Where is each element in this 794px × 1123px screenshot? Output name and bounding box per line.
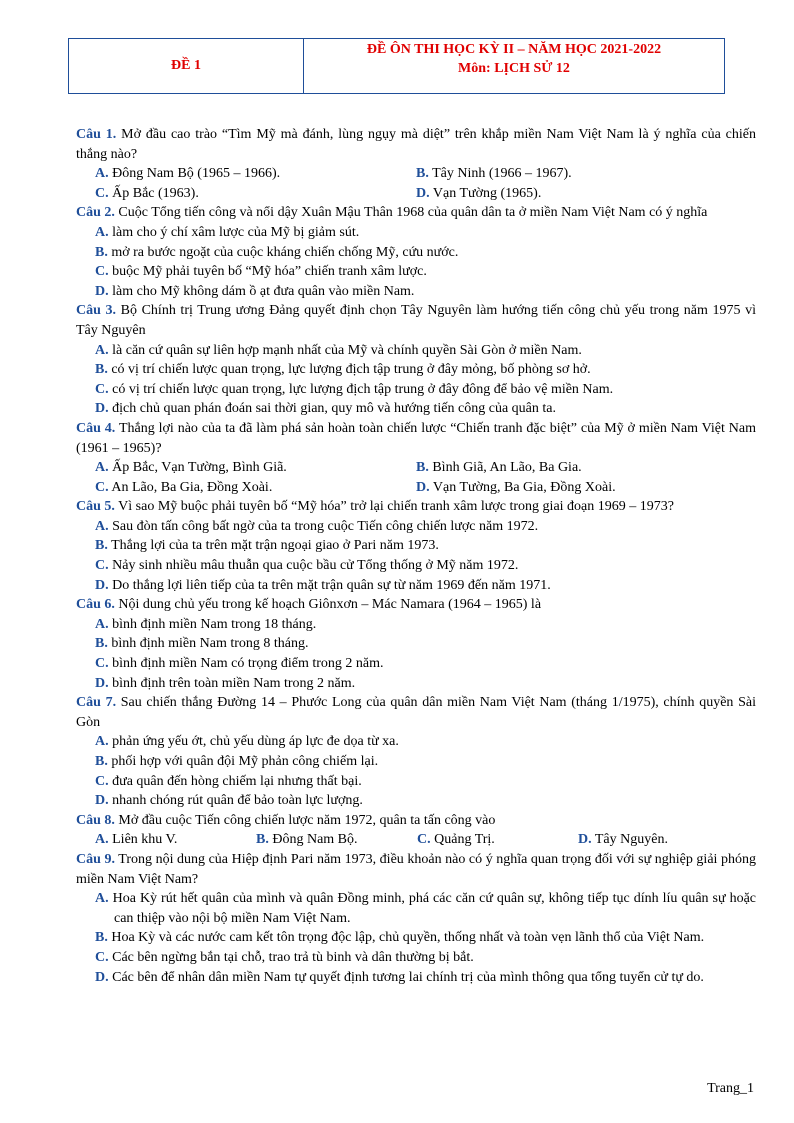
option-b[interactable]: B. Thắng lợi của ta trên mặt trận ngoại giao ở Pari năm 1973. <box>95 538 439 554</box>
options-row <box>76 830 756 850</box>
options-row <box>76 184 756 204</box>
options-row <box>76 164 756 184</box>
option-c[interactable]: C. đưa quân đến hòng chiếm lại nhưng thất bại. <box>95 773 362 789</box>
option-d[interactable]: D. Vạn Tường, Ba Gia, Đồng Xoài. <box>416 479 616 495</box>
question-6: Câu 6. Nội dung chủ yếu trong kế hoạch Giônxơn – Mác Namara (1964 – 1965) là <box>76 597 542 613</box>
option-b[interactable]: B. Hoa Kỳ và các nước cam kết tôn trọng độc lập, chủ quyền, thống nhất và toàn vẹn lãnh thổ của Việt Nam. <box>95 930 705 946</box>
exam-title: ĐỀ ÔN THI HỌC KỲ II – NĂM HỌC 2021-2022 <box>366 42 662 57</box>
question-list <box>76 125 756 987</box>
option-c[interactable]: C. bình định miền Nam có trọng điểm trong 2 năm. <box>95 656 384 672</box>
option-c[interactable]: C. Nảy sinh nhiều mâu thuẫn qua cuộc bầu cử Tổng thống ở Mỹ năm 1972. <box>95 558 519 574</box>
option-c[interactable]: C. có vị trí chiến lược quan trọng, lực lượng địch tập trung ở đây đông để bảo vệ miền Nam. <box>95 381 614 397</box>
exam-subject: Môn: LỊCH SỬ 12 <box>458 61 570 76</box>
option-d[interactable]: D. địch chủ quan phán đoán sai thời gian, quy mô và hướng tiến công của quân ta. <box>95 401 556 417</box>
option-d[interactable]: D. nhanh chóng rút quân để bảo toàn lực lượng. <box>95 793 363 809</box>
option-a[interactable]: A. Hoa Kỳ rút hết quân của mình và quân Đồng minh, phá các căn cứ quân sự, không tiếp tục dính líu quân sự hoặc can thiệp vào nội bộ miền Nam Việt Nam. <box>95 891 757 926</box>
option-c[interactable]: C. Quảng Trị. <box>417 832 495 848</box>
option-b[interactable]: B. mở ra bước ngoặt của cuộc kháng chiến chống Mỹ, cứu nước. <box>95 244 459 260</box>
option-a[interactable]: A. Đông Nam Bộ (1965 – 1966). <box>95 166 281 182</box>
question-1: Câu 1. Mở đầu cao trào “Tìm Mỹ mà đánh, lùng ngụy mà diệt” trên khắp miền Nam Việt Nam là ý nghĩa của chiến thắng nào? <box>76 127 756 162</box>
option-d[interactable]: D. Tây Nguyên. <box>578 832 668 848</box>
option-b[interactable]: B. Bình Giã, An Lão, Ba Gia. <box>416 460 582 476</box>
option-a[interactable]: A. Ấp Bắc, Vạn Tường, Bình Giã. <box>95 460 287 476</box>
option-c[interactable]: C. An Lão, Ba Gia, Đồng Xoài. <box>95 479 273 495</box>
question-8: Câu 8. Mở đầu cuộc Tiến công chiến lược năm 1972, quân ta tấn công vào <box>76 812 496 828</box>
option-d[interactable]: D. bình định trên toàn miền Nam trong 2 năm. <box>95 675 356 691</box>
option-b[interactable]: B. phối hợp với quân đội Mỹ phản công chiếm lại. <box>95 754 379 769</box>
option-c[interactable]: C. Ấp Bắc (1963). <box>95 185 199 201</box>
question-4: Câu 4. Thắng lợi nào của ta đã làm phá sản hoàn toàn chiến lược “Chiến tranh đặc biệt” của Mỹ ở miền Nam Việt Nam (1961 – 1965)? <box>76 420 756 456</box>
option-a[interactable]: A. Sau đòn tấn công bất ngờ của ta trong cuộc Tiến công chiến lược năm 1972. <box>95 518 539 534</box>
question-3: Câu 3. Bộ Chính trị Trung ương Đảng quyết định chọn Tây Nguyên làm hướng tiến công chủ yếu trong năm 1975 vì Tây Nguyên <box>76 303 756 338</box>
option-a[interactable]: A. là căn cứ quân sự liên hợp mạnh nhất của Mỹ và chính quyền Sài Gòn ở miền Nam. <box>95 342 582 358</box>
options-row <box>76 478 756 498</box>
option-a[interactable]: A. làm cho ý chí xâm lược của Mỹ bị giảm sút. <box>95 224 360 240</box>
exam-header <box>68 38 725 94</box>
question-2: Câu 2. Cuộc Tổng tiến công và nổi dậy Xuân Mậu Thân 1968 của quân dân ta ở miền Nam Việt Nam có ý nghĩa <box>76 205 708 221</box>
option-b[interactable]: B. có vị trí chiến lược quan trọng, lực lượng địch tập trung ở đây mỏng, bố phòng sơ hở. <box>95 362 591 378</box>
options-row <box>76 458 756 478</box>
option-c[interactable]: C. buộc Mỹ phải tuyên bố “Mỹ hóa” chiến tranh xâm lược. <box>95 264 427 280</box>
option-d[interactable]: D. Vạn Tường (1965). <box>416 185 542 201</box>
option-a[interactable]: A. phản ứng yếu ớt, chủ yếu dùng áp lực đe dọa từ xa. <box>95 734 399 750</box>
option-b[interactable]: B. Tây Ninh (1966 – 1967). <box>416 166 572 182</box>
page-number: Trang_1 <box>707 1081 754 1096</box>
question-9: Câu 9. Trong nội dung của Hiệp định Pari năm 1973, điều khoản nào có ý nghĩa quan trọng đối với sự nghiệp giải phóng miền Nam Việt Nam? <box>76 851 756 887</box>
option-b[interactable]: B. bình định miền Nam trong 8 tháng. <box>95 636 309 652</box>
option-d[interactable]: D. Các bên để nhân dân miền Nam tự quyết định tương lai chính trị của mình thông qua tổng tuyển cử tự do. <box>95 969 704 985</box>
question-7: Câu 7. Sau chiến thắng Đường 14 – Phước Long của quân dân miền Nam Việt Nam (tháng 1/1975), chính quyền Sài Gòn <box>76 695 756 730</box>
option-d[interactable]: D. làm cho Mỹ không dám ồ ạt đưa quân vào miền Nam. <box>95 283 415 299</box>
option-b[interactable]: B. Đông Nam Bộ. <box>256 832 358 848</box>
exam-code: ĐỀ 1 <box>69 39 304 93</box>
exam-title-block <box>304 39 724 93</box>
option-a[interactable]: A. Liên khu V. <box>95 832 178 848</box>
option-d[interactable]: D. Do thắng lợi liên tiếp của ta trên mặt trận quân sự từ năm 1969 đến năm 1971. <box>95 577 551 593</box>
question-5: Câu 5. Vì sao Mỹ buộc phải tuyên bố “Mỹ hóa” trở lại chiến tranh xâm lược trong giai đoạn 1969 – 1973? <box>76 499 674 515</box>
option-c[interactable]: C. Các bên ngừng bắn tại chỗ, trao trả tù binh và dân thường bị bắt. <box>95 949 474 965</box>
option-a[interactable]: A. bình định miền Nam trong 18 tháng. <box>95 616 317 632</box>
